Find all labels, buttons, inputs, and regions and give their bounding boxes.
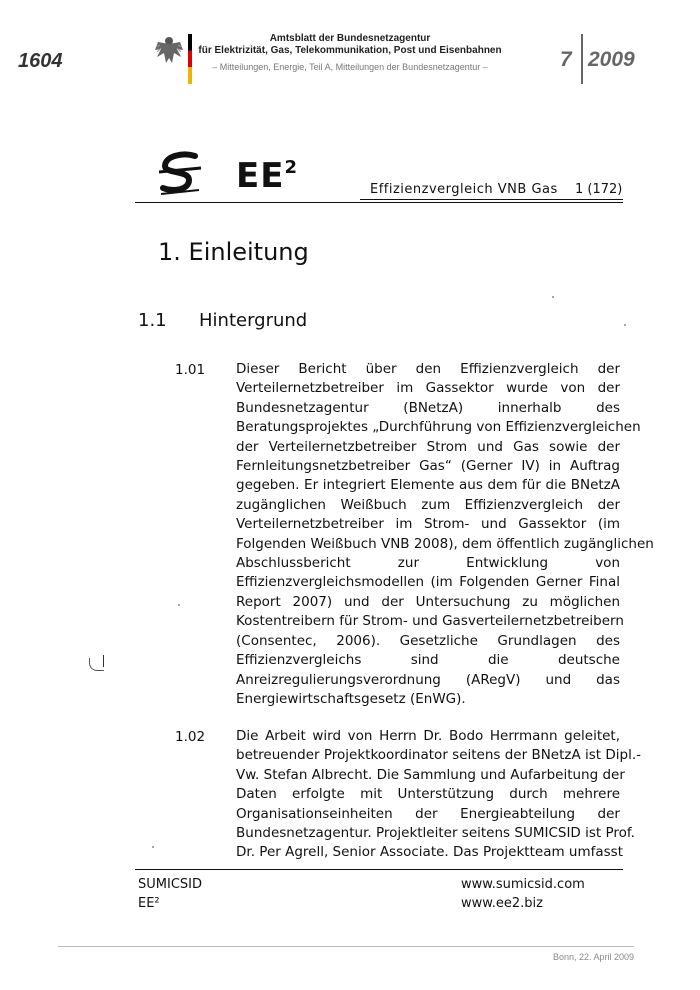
- text-line: Vw. Stefan Albrecht. Die Sammlung und Aufarbeitung der: [236, 766, 625, 783]
- issue-number: 7: [560, 48, 572, 71]
- scan-speck: [552, 296, 554, 298]
- gazette-subtitle: für Elektrizität, Gas, Telekommunikation, Post und Eisenbahnen: [198, 45, 502, 56]
- text-line: gegeben. Er integriert Elemente aus dem für die BNetzA: [236, 477, 620, 494]
- paragraph-number: 1.02: [175, 729, 206, 745]
- flag-stripe: [188, 34, 192, 84]
- text-line: betreuender Projektkoordinator seitens der BNetzA ist Dipl.-: [236, 747, 642, 764]
- scan-speck: [178, 604, 180, 606]
- text-line: Daten erfolgte mit Unterstützung durch mehrere: [236, 786, 620, 803]
- text-line: Beratungsprojektes „Durchführung von Effizienzvergleichen: [236, 419, 641, 436]
- paragraph-number: 1.01: [175, 362, 206, 378]
- paragraph-1-01: [236, 360, 654, 709]
- document-page-ref: 1 (172): [575, 182, 623, 197]
- page-footer-rule: [58, 946, 634, 947]
- text-line: Organisationseinheiten der Energieabteilung der: [236, 805, 620, 822]
- ee2-brand: $EE^2$: [236, 156, 298, 196]
- text-line: Verteilernetzbetreiber im Strom- und Gassektor (im: [236, 516, 620, 533]
- issue-year: 2009: [588, 48, 635, 71]
- text-line: Kostentreibern für Strom- und Gasverteilernetzbetreibern: [236, 613, 624, 630]
- text-line: Folgenden Weißbuch VNB 2008), dem öffentlich zugänglichen: [236, 535, 654, 552]
- heading-number: 1.1: [138, 310, 167, 331]
- document-title: Effizienzvergleich VNB Gas: [370, 182, 558, 197]
- text-line: Bundesnetzagentur (BNetzA) innerhalb des: [236, 399, 620, 416]
- text-line: (Consentec, 2006). Gesetzliche Grundlagen des: [236, 632, 620, 649]
- footer-url-ee2: www.ee2.biz: [461, 896, 543, 911]
- scan-speck: [152, 846, 154, 848]
- text-line: Effizienzvergleichs sind die deutsche: [236, 652, 620, 669]
- heading-einleitung: 1. Einleitung: [158, 238, 309, 266]
- text-line: Report 2007) und der Untersuchung zu möglichen: [236, 593, 620, 610]
- publication-date: Bonn, 22. April 2009: [552, 952, 634, 962]
- text-line: Bundesnetzagentur. Projektleiter seitens SUMICSID ist Prof.: [236, 825, 635, 842]
- text-line: Fernleitungsnetzbetreiber Gas“ (Gerner IV) in Auftrag: [236, 458, 620, 475]
- issue-separator: [581, 34, 583, 84]
- header-rule: [135, 202, 623, 203]
- text-line: Verteilernetzbetreiber im Gassektor wurde von der: [236, 380, 620, 397]
- text-line: der Verteilernetzbetreiber Strom und Gas sowie der: [236, 438, 620, 455]
- text-line: Abschlussbericht zur Entwicklung von: [236, 555, 620, 572]
- gazette-section: – Mitteilungen, Energie, Teil A, Mitteilungen der Bundesnetzagentur –: [212, 62, 488, 72]
- sumicsid-logo-icon: [155, 150, 205, 198]
- scan-mark: [103, 655, 104, 667]
- scan-mark: [89, 658, 104, 671]
- text-line: Dr. Per Agrell, Senior Associate. Das Projektteam umfasst: [236, 844, 623, 861]
- footer-brand: EE²: [138, 896, 160, 911]
- title-underline: [360, 199, 623, 200]
- paragraph-1-02: [236, 727, 642, 863]
- text-line: Dieser Bericht über den Effizienzvergleich der: [236, 361, 620, 377]
- scan-speck: [624, 324, 626, 326]
- gazette-title: Amtsblatt der Bundesnetzagentur: [269, 33, 431, 44]
- footer-company: SUMICSID: [138, 877, 202, 892]
- text-line: zugänglichen Weißbuch zum Effizienzvergleich der: [236, 496, 620, 513]
- heading-hintergrund: Hintergrund: [199, 310, 308, 331]
- text-line: Effizienzvergleichsmodellen (im Folgenden Gerner Final: [236, 574, 620, 591]
- federal-eagle-icon: [152, 33, 186, 67]
- text-line: Energiewirtschaftsgesetz (EnWG).: [236, 690, 466, 707]
- footer-url-sumicsid: www.sumicsid.com: [461, 877, 585, 892]
- text-line: Anreizregulierungsverordnung (ARegV) und das: [236, 671, 620, 688]
- text-line: Die Arbeit wird von Herrn Dr. Bodo Herrmann geleitet,: [236, 728, 620, 744]
- footer-rule: [135, 869, 623, 870]
- page-number: 1604: [18, 50, 63, 72]
